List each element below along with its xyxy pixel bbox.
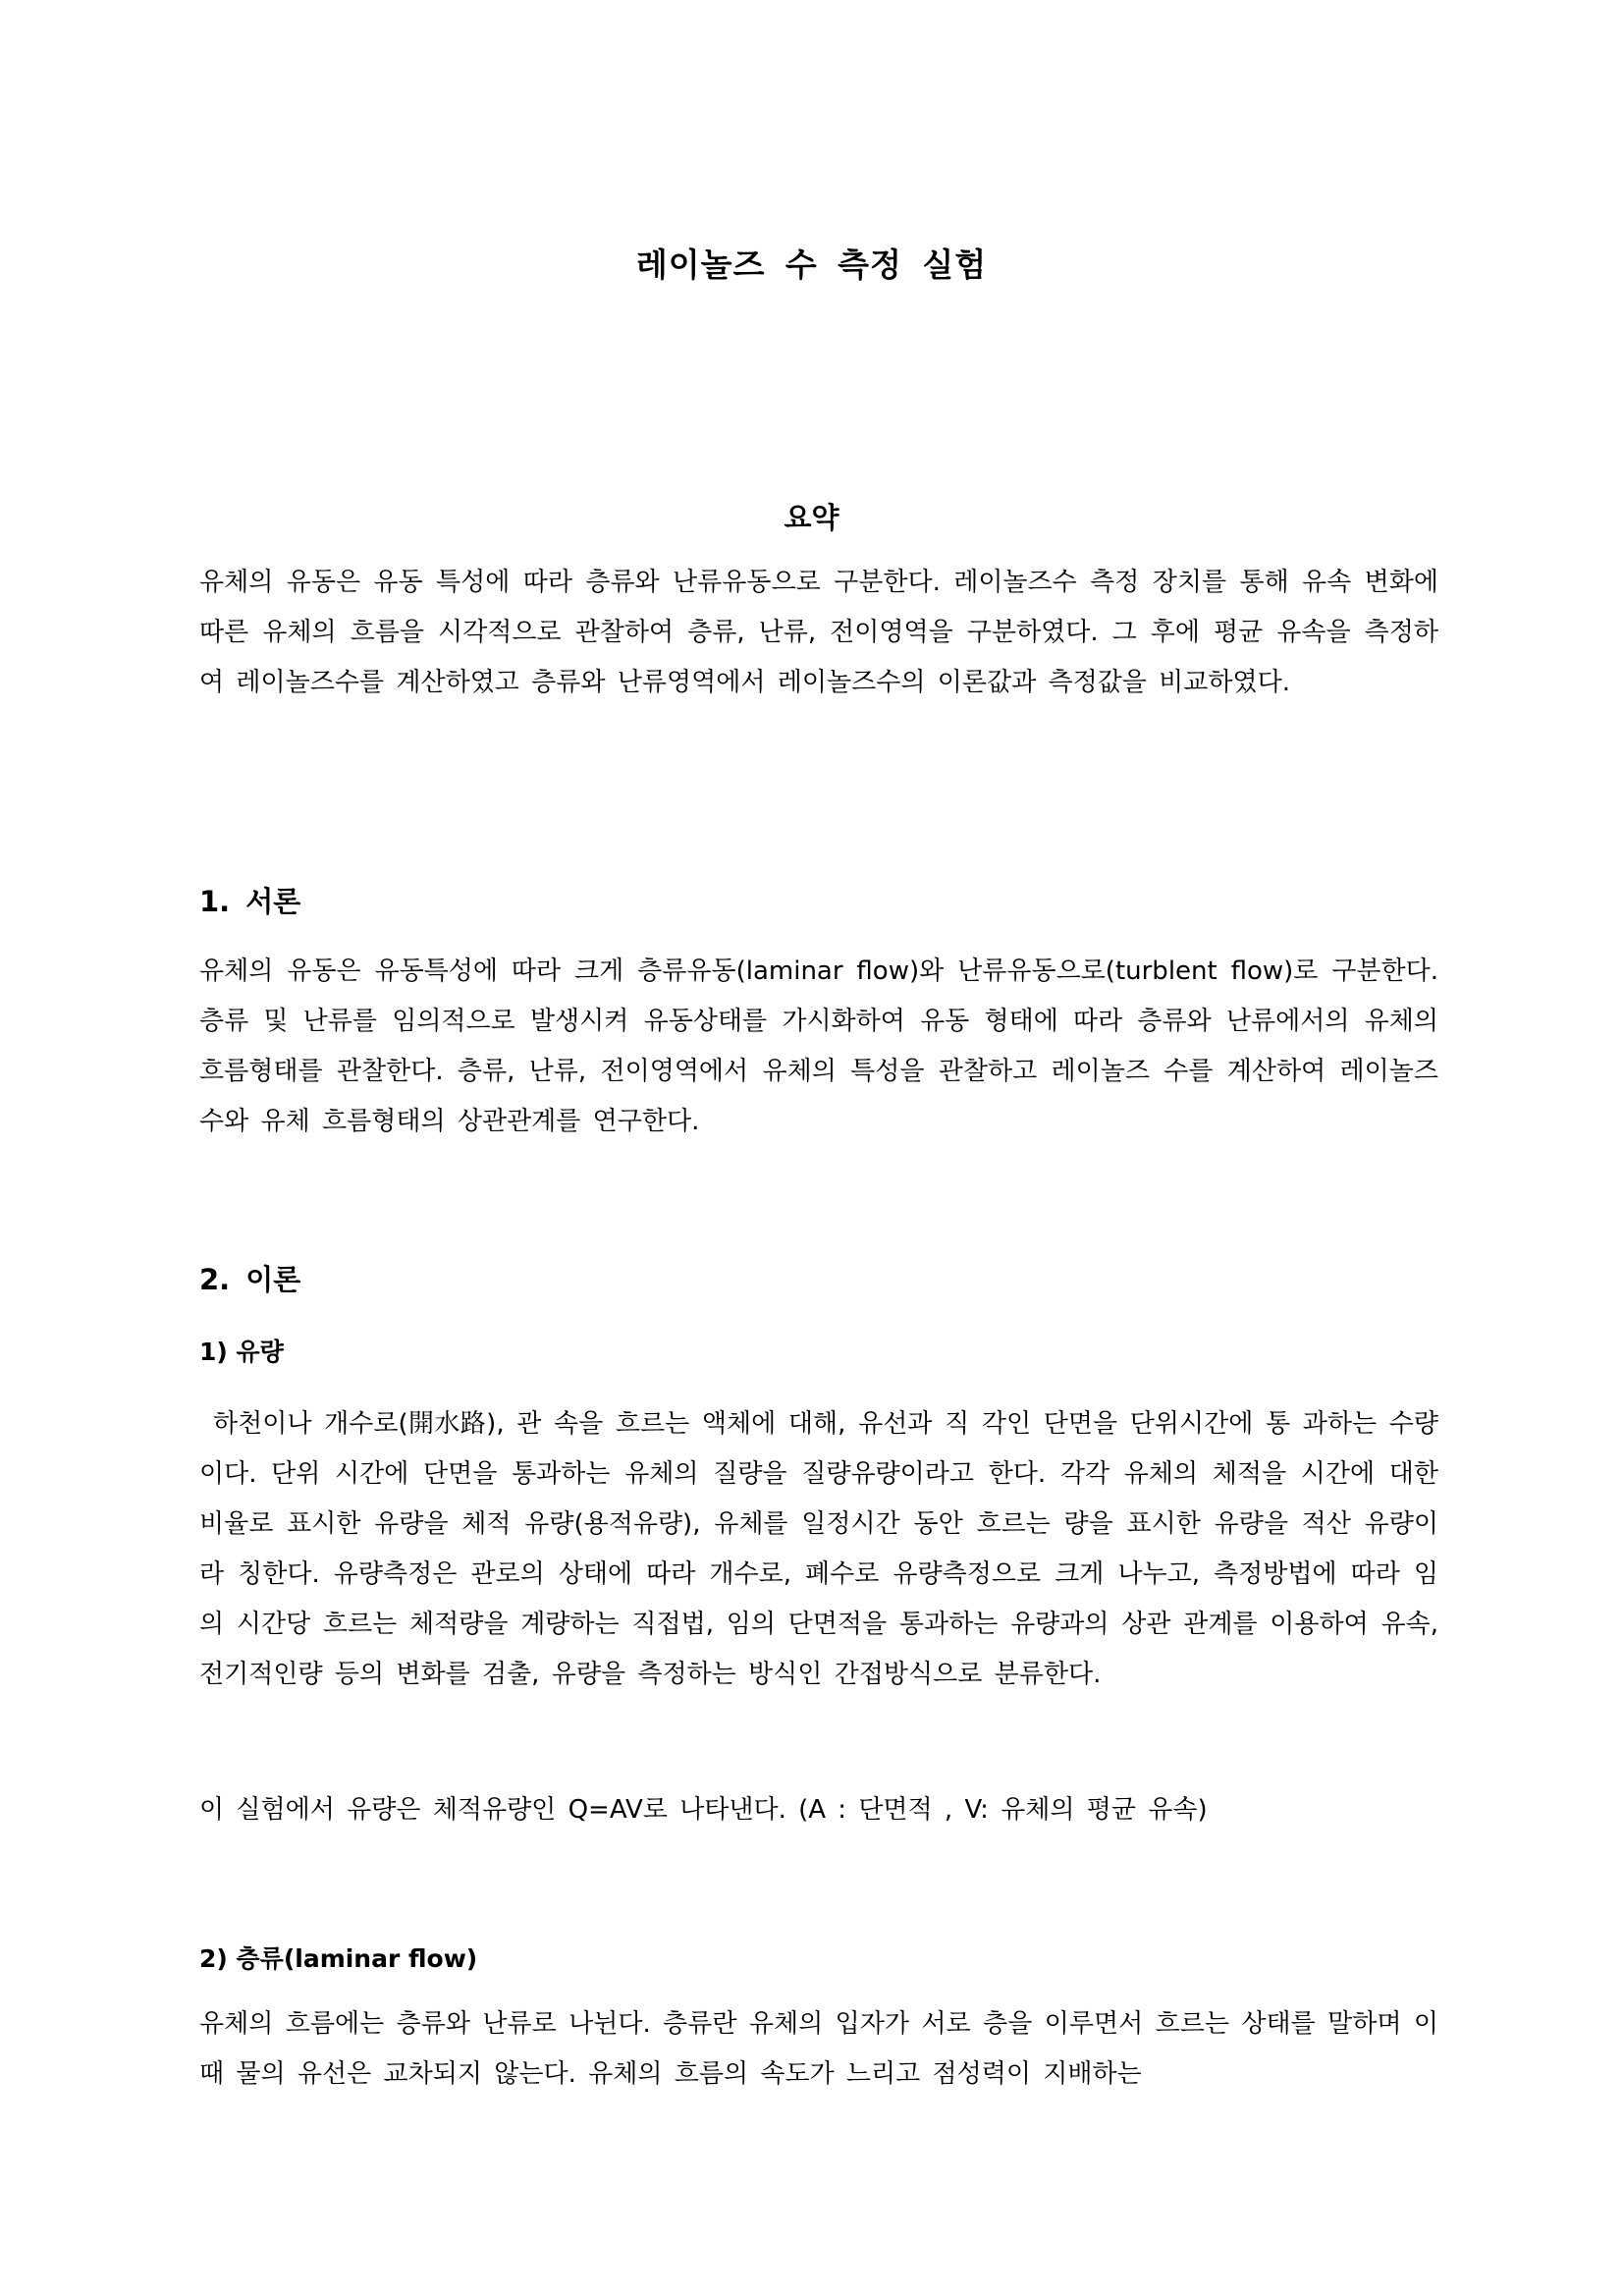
subsection-flow-rate-body: 하천이나 개수로(開水路), 관 속을 흐르는 액체에 대해, 유선과 직 각인 단면을 단위시간에 통 과하는 수량이다. 단위 시간에 단면을 통과하는 유체의 질량을 질량유량이라고 한다. 각각 유체의 체적을 시간에 대한 비율로 표시한 유량을 체적 유량(용적유량), 유체를 일정시간 동안 흐르는 량을 표시한 유량을 적산 유량이라 칭한다. 유량측정은 관로의 상태에 따라 개수로, 폐수로 유량측정으로 크게 나누고, 측정방법에 따라 임의 시간당 흐르는 체적량을 계량하는 직접법, 임의 단면적을 통과하는 유량과의 상관 관계를 이용하여 유속, 전기적인량 등의 변화를 검출, 유량을 측정하는 방식인 간접방식으로 분류한다. bbox=[199, 1409, 1438, 1689]
subsection-laminar-flow-body: 유체의 흐름에는 층류와 난류로 나뉜다. 층류란 유체의 입자가 서로 층을 이루면서 흐르는 상태를 말하며 이때 물의 유선은 교차되지 않는다. 유체의 흐름의 속도가 느리고 점성력이 지배하는 bbox=[199, 2009, 1438, 2089]
subsection-flow-rate-note: 이 실험에서 유량은 체적유량인 Q=AV로 나타낸다. (A : 단면적 , V: 유체의 평균 유속) bbox=[199, 1795, 1208, 1825]
subsection-flow-rate-heading: 1) 유량 bbox=[199, 1338, 284, 1366]
section-introduction-heading: 1. 서론 bbox=[199, 885, 301, 918]
section-introduction-body: 유체의 유동은 유동특성에 따라 크게 층류유동(laminar flow)와 난류유동으로(turblent flow)로 구분한다. 층류 및 난류를 임의적으로 발생시켜 유동상태를 가시화하여 유동 형태에 따라 층류와 난류에서의 유체의 흐름형태를 관찰한다. 층류, 난류, 전이영역에서 유체의 특성을 관찰하고 레이놀즈 수를 계산하여 레이놀즈수와 유체 흐름형태의 상관관계를 연구한다. bbox=[199, 957, 1438, 1136]
abstract-heading: 요약 bbox=[784, 501, 839, 534]
abstract-body: 유체의 유동은 유동 특성에 따라 층류와 난류유동으로 구분한다. 레이놀즈수 측정 장치를 통해 유속 변화에 따른 유체의 흐름을 시각적으로 관찰하여 층류, 난류, 전이영역을 구분하였다. 그 후에 평균 유속을 측정하여 레이놀즈수를 계산하였고 층류와 난류영역에서 레이놀즈수의 이론값과 측정값을 비교하였다. bbox=[199, 568, 1438, 697]
section-theory-heading: 2. 이론 bbox=[199, 1263, 301, 1296]
subsection-laminar-flow-heading: 2) 층류(laminar flow) bbox=[199, 1944, 478, 1973]
document-title: 레이놀즈 수 측정 실험 bbox=[635, 246, 988, 284]
